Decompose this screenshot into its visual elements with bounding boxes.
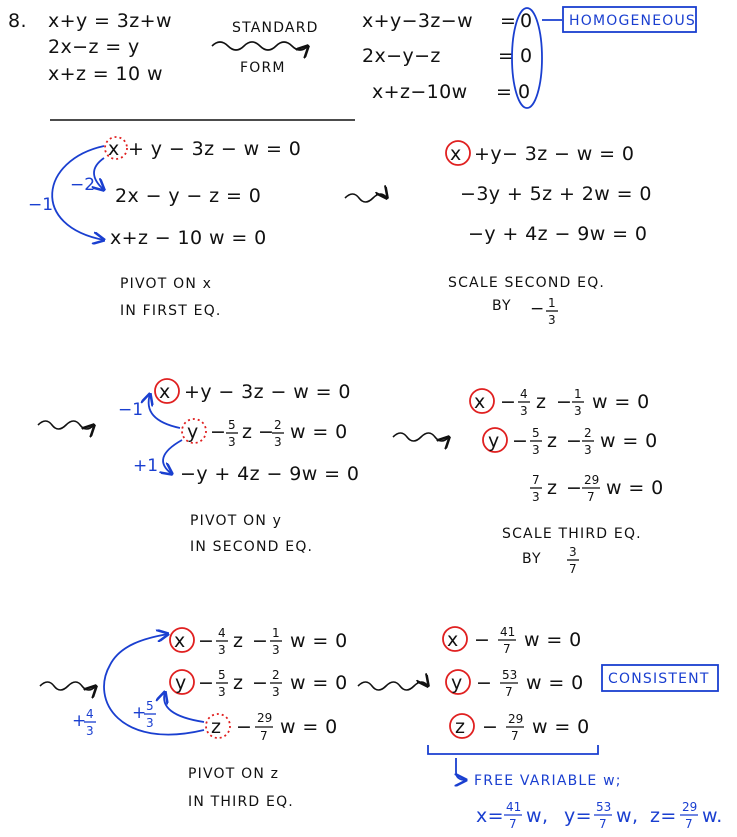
s4-eq1-tail: w = 0 [592,391,650,413]
s4-note-2: BY [522,551,542,567]
s6-pivot-z: z [455,716,466,738]
s4-eq2-f2-num: 2 [584,426,592,440]
standard-form-squiggle-arrow [212,42,308,50]
s4-eq1-z: z [536,391,547,413]
homogeneous-label: HOMOGENEOUS [569,13,697,29]
standard-eq-3-rhs: 0 [518,81,531,103]
s6-eq3-minus: − [482,716,499,738]
s3-eq2-f1-num: 5 [228,418,236,432]
sol-z-num: 29 [682,800,698,814]
s4-note-1: SCALE THIRD EQ. [502,526,642,542]
s4-eq1-minus2: − [556,391,573,413]
s3-pivot-y: y [187,421,199,443]
s4-eq1-f2-num: 1 [574,387,582,401]
s5-mult2-den: 3 [146,716,154,730]
s5-arrow-plus5-3 [164,692,204,722]
s1-mult-minus1: −1 [28,195,54,215]
s4-eq3-f1-den: 3 [532,490,540,504]
s5-eq2-f1-num: 5 [218,668,226,682]
free-variable-note: FREE VARIABLE w; [474,773,622,789]
s3-note-2: IN SECOND EQ. [190,539,314,555]
sol-x-rhs: w, [526,805,549,827]
s3-eq2-f1-den: 3 [228,435,236,449]
s5-eq3-f-num: 29 [257,711,273,725]
s4-eq3-minus: − [566,477,583,499]
s5-eq2-minus2: − [252,672,269,694]
s4-eq2-f1-num: 5 [532,426,540,440]
s4-eq2-tail: w = 0 [600,430,658,452]
s1-eq-3: x+z − 10 w = 0 [110,227,267,249]
s4-eq1-f2-den: 3 [574,404,582,418]
s5-pivot-x: x [174,630,186,652]
s2-pivot: x [450,143,462,165]
s3-eq2-z: z [242,421,253,443]
arrow-label-bottom: FORM [240,60,286,76]
s2-scale-den: 3 [548,313,556,327]
s5-mult1-sign: + [72,711,87,731]
s5-eq1-f1-num: 4 [218,626,226,640]
s1-note-1: PIVOT ON x [120,276,213,292]
s6-eq1-num: 41 [500,625,516,639]
s6-pivot-x: x [447,629,459,651]
s5-eq1-f2-num: 1 [272,626,280,640]
s5-eq3-tail: w = 0 [280,716,338,738]
s1-eq-2: 2x − y − z = 0 [115,185,262,207]
s5-eq1-f1-den: 3 [218,643,226,657]
standard-eq-2: 2x−y−z [362,45,441,67]
s4-eq1-f1-num: 4 [520,387,528,401]
free-variable-pointer [456,758,466,780]
s6-eq1-tail: w = 0 [524,629,582,651]
s5-eq2-tail: w = 0 [290,672,348,694]
s3-eq-3: −y + 4z − 9w = 0 [180,463,360,485]
original-eq-1: x+y = 3z+w [48,10,172,32]
s4-eq2-f1-den: 3 [532,443,540,457]
s3-eq2-tail: w = 0 [290,421,348,443]
s6-eq2-tail: w = 0 [526,672,584,694]
s4-eq2-f2-den: 3 [584,443,592,457]
s6-eq3-den: 7 [511,729,519,743]
s1-pivot: x [108,138,120,160]
s2-scale-sign: − [530,299,545,319]
s5-eq1-minus2: − [252,630,269,652]
s4-eq3-f2-den: 7 [587,490,595,504]
standard-eq-2-sign: = [498,45,515,67]
s6-eq3-tail: w = 0 [532,716,590,738]
sol-x-lhs: x= [476,805,504,827]
s1-eq-1: + y − 3z − w = 0 [128,138,302,160]
s3-eq2-f2-den: 3 [274,435,282,449]
s3-eq-1: +y − 3z − w = 0 [184,381,351,403]
original-eq-2: 2x−z = y [48,36,140,58]
s5-eq2-minus1: − [198,672,215,694]
s5-mult2-sign: + [132,703,147,723]
sol-z-den: 7 [685,817,693,831]
squiggle-arrow-5 [358,682,428,690]
s4-pivot-y: y [488,430,500,452]
s6-eq2-minus: − [476,672,493,694]
sol-z-lhs: z= [650,805,677,827]
s5-eq2-f2-den: 3 [272,685,280,699]
s5-eq3-minus: − [236,716,253,738]
s5-eq1-z: z [233,630,244,652]
s4-scale-den: 7 [569,562,577,576]
arrow-label-top: STANDARD [232,20,319,36]
problem-number: 8. [8,10,27,32]
s1-arrow-minus2 [94,158,104,190]
s2-eq-3: −y + 4z − 9w = 0 [468,223,648,245]
sol-x-num: 41 [506,800,522,814]
s5-note-1: PIVOT ON z [188,766,280,782]
s5-eq2-f2-num: 2 [272,668,280,682]
s5-mult1-den: 3 [86,724,94,738]
s4-eq3-z: z [547,477,558,499]
s5-eq3-f-den: 7 [260,729,268,743]
s4-pivot-x: x [474,391,486,413]
squiggle-arrow-3 [393,433,449,441]
sol-y-num: 53 [596,800,612,814]
solution-bracket [428,745,598,754]
s5-note-2: IN THIRD EQ. [188,794,294,810]
s1-mult-minus2: −2 [70,175,96,195]
original-eq-3: x+z = 10 w [48,63,163,85]
s3-mult-plus1: +1 [133,456,159,476]
s3-pivot-x: x [159,381,171,403]
s5-mult2-num: 5 [146,699,154,713]
standard-eq-1-sign: = [500,10,517,32]
s5-eq1-minus1: − [198,630,215,652]
s3-eq2-minus1: − [210,421,227,443]
s2-scale-num: 1 [548,296,556,310]
sol-y-den: 7 [599,817,607,831]
s4-scale-num: 3 [569,545,577,559]
s3-mult-minus1: −1 [118,400,144,420]
s6-pivot-y: y [451,672,463,694]
s6-eq3-num: 29 [508,712,524,726]
sol-y-rhs: w, [616,805,639,827]
s4-eq3-f1-num: 7 [532,473,540,487]
standard-eq-1-rhs: 0 [520,10,533,32]
squiggle-arrow-4 [40,682,96,690]
s4-eq1-f1-den: 3 [520,404,528,418]
s5-eq1-f2-den: 3 [272,643,280,657]
s4-eq2-z: z [547,430,558,452]
standard-eq-3: x+z−10w [372,81,468,103]
s4-eq1-minus1: − [500,391,517,413]
s5-eq2-f1-den: 3 [218,685,226,699]
s4-eq3-tail: w = 0 [606,477,664,499]
sol-x-den: 7 [509,817,517,831]
s2-note-1: SCALE SECOND EQ. [448,275,606,291]
standard-eq-1: x+y−3z−w [362,10,474,32]
s3-note-1: PIVOT ON y [190,513,283,529]
standard-eq-2-rhs: 0 [520,45,533,67]
sol-y-lhs: y= [564,805,592,827]
standard-eq-3-sign: = [496,81,513,103]
s6-eq1-minus: − [474,629,491,651]
squiggle-arrow-1 [345,194,387,202]
s6-eq1-den: 7 [503,642,511,656]
s6-eq2-num: 53 [502,668,518,682]
s5-eq1-tail: w = 0 [290,630,348,652]
sol-z-rhs: w. [702,805,723,827]
s1-note-2: IN FIRST EQ. [120,303,222,319]
s5-mult1-num: 4 [86,707,94,721]
s5-pivot-y: y [175,672,187,694]
consistent-label: CONSISTENT [608,671,710,687]
s4-eq2-minus2: − [566,430,583,452]
s4-eq2-minus1: − [512,430,529,452]
s2-eq-1: +y− 3z − w = 0 [474,143,635,165]
s4-eq3-f2-num: 29 [584,473,600,487]
s5-pivot-z: z [211,716,222,738]
s3-eq2-f2-num: 2 [274,418,282,432]
squiggle-arrow-2 [38,421,94,429]
s3-eq2-minus2: − [258,421,275,443]
s5-eq2-z: z [233,672,244,694]
s6-eq2-den: 7 [505,685,513,699]
s2-note-2: BY [492,298,512,314]
s2-eq-2: −3y + 5z + 2w = 0 [460,183,652,205]
